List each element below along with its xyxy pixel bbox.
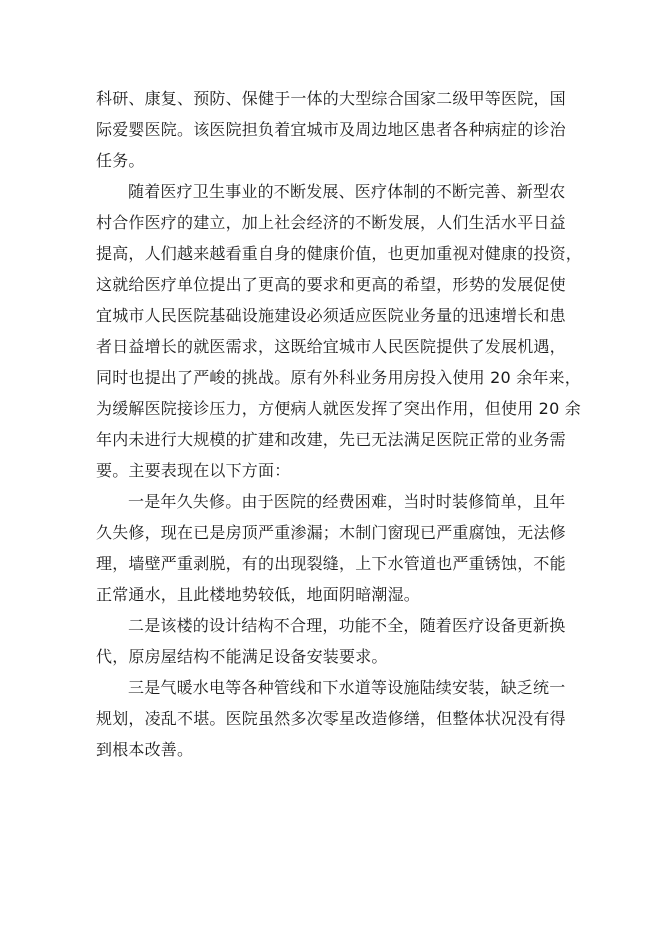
text-line: 代，原房屋结构不能满足设备安装要求。 [96,647,388,666]
text-line: 同时也提出了严峻的挑战。原有外科业务用房投入使用 20 余年来， [96,368,581,387]
text-line: 者日益增长的就医需求，这既给宜城市人民医院提供了发展机遇， [96,337,566,356]
text-line: 这就给医疗单位提出了更高的要求和更高的希望，形势的发展促使 [96,275,566,294]
text-line: 为缓解医院接诊压力，方便病人就医发挥了突出作用，但使用 20 余 [96,399,581,418]
text-line: 到根本改善。 [96,740,194,759]
text-line: 宜城市人民医院基础设施建设必须适应医院业务量的迅速增长和患 [96,306,566,325]
text-line: 任务。 [96,151,145,170]
text-line: 久失修，现在已是房顶严重渗漏；木制门窗现已严重腐蚀，无法修 [96,523,566,542]
paragraph-issue-three [96,675,564,762]
text-line: 规划，凌乱不堪。医院虽然多次零星改造修缮，但整体状况没有得 [96,709,566,728]
text-line: 一是年久失修。由于医院的经费困难，当时时装修简单，且年 [128,492,566,511]
document-page [96,86,583,768]
paragraph-hospital-intro [96,86,564,173]
text-line: 际爱婴医院。该医院担负着宜城市及周边地区患者各种病症的诊治 [96,120,566,139]
text-line: 二是该楼的设计结构不合理，功能不全，随着医疗设备更新换 [128,616,566,635]
text-line: 提高，人们越来越看重自身的健康价值，也更加重视对健康的投资， [96,244,583,263]
paragraph-development-background [96,179,583,483]
paragraph-issue-one [96,489,564,607]
text-line: 要。主要表现在以下方面： [96,461,291,480]
text-line: 科研、康复、预防、保健于一体的大型综合国家二级甲等医院，国 [96,89,566,108]
text-line: 年内未进行大规模的扩建和改建，先已无法满足医院正常的业务需 [96,430,566,449]
text-line: 村合作医疗的建立，加上社会经济的不断发展，人们生活水平日益 [96,213,566,232]
paragraph-issue-two [96,613,564,669]
text-line: 理，墙壁严重剥脱，有的出现裂缝，上下水管道也严重锈蚀，不能 [96,554,566,573]
text-line: 三是气暖水电等各种管线和下水道等设施陆续安装，缺乏统一 [128,678,566,697]
text-line: 随着医疗卫生事业的不断发展、医疗体制的不断完善、新型农 [128,182,566,201]
text-line: 正常通水，且此楼地势较低，地面阴暗潮湿。 [96,585,421,604]
